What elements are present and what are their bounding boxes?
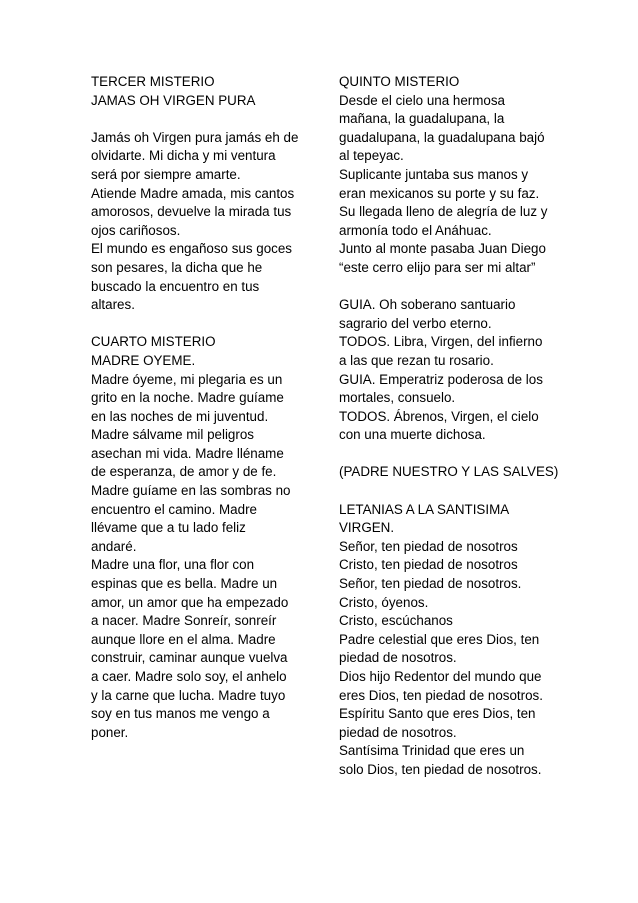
text-line: Madre una flor, una flor con — [91, 557, 255, 573]
blank-line — [339, 278, 554, 297]
text-line: Padre celestial que eres Dios, ten — [339, 631, 540, 647]
text-line: ojos cariñosos. — [91, 222, 181, 238]
text-line: amorosos, devuelve la mirada tus — [91, 204, 292, 220]
text-line: a las que rezan tu rosario. — [339, 352, 494, 368]
text-line: mañana, la guadalupana, la — [339, 111, 505, 127]
text-line: llévame que a tu lado feliz — [91, 520, 246, 536]
blank-line — [91, 110, 316, 129]
section-heading: TERCER MISTERIO — [91, 74, 215, 89]
text-line: Cristo, óyenos. — [339, 594, 429, 610]
text-line: Cristo, escúchanos — [339, 613, 453, 629]
text-line: Santísima Trinidad que eres un — [339, 743, 525, 759]
text-line: Jamás oh Virgen pura jamás eh de — [91, 129, 299, 145]
section-heading: MADRE OYEME. — [91, 352, 196, 368]
text-line: eran mexicanos su porte y su faz. — [339, 185, 540, 201]
text-line: Señor, ten piedad de nosotros. — [339, 576, 522, 592]
section-heading: LETANIAS A LA SANTISIMA — [339, 501, 510, 517]
text-line: construir, caminar aunque vuelva — [91, 650, 288, 666]
text-line: será por siempre amarte. — [91, 166, 241, 182]
section-heading: CUARTO MISTERIO — [91, 334, 216, 350]
text-line: Desde el cielo una hermosa — [339, 92, 505, 108]
left-column — [91, 73, 316, 742]
text-line: Dios hijo Redentor del mundo que — [339, 669, 542, 684]
text-line: Atiende Madre amada, mis cantos — [91, 185, 295, 201]
text-line: Madre óyeme, mi plegaria es un — [91, 371, 283, 387]
text-line: eres Dios, ten piedad de nosotros. — [339, 687, 543, 703]
section-heading: QUINTO MISTERIO — [339, 74, 460, 89]
text-line: y la carne que lucha. Madre tuyo — [91, 687, 286, 703]
text-line: espinas que es bella. Madre un — [91, 576, 278, 592]
text-line: son pesares, la dicha que he — [91, 259, 263, 275]
right-column — [339, 73, 559, 780]
text-line: asechan mi vida. Madre lléname — [91, 445, 284, 461]
blank-line — [339, 482, 554, 501]
text-line: a caer. Madre solo soy, el anhelo — [91, 669, 287, 684]
text-line: Suplicante juntaba sus manos y — [339, 166, 529, 182]
section-heading: JAMAS OH VIRGEN PURA — [91, 92, 256, 108]
text-line: (PADRE NUESTRO Y LAS SALVES) — [339, 464, 559, 480]
text-line: aunque llore en el alma. Madre — [91, 631, 276, 647]
section-heading: VIRGEN. — [339, 520, 395, 536]
text-line: Madre guíame en las sombras no — [91, 483, 291, 499]
text-line: armonía todo el Anáhuac. — [339, 222, 492, 238]
text-line: El mundo es engañoso sus goces — [91, 241, 292, 257]
text-line: encuentro el camino. Madre — [91, 501, 257, 517]
blank-line — [339, 445, 554, 464]
text-line: en las noches de mi juventud. — [91, 408, 269, 424]
text-line: Su llegada lleno de alegría de luz y — [339, 204, 548, 220]
text-line: Junto al monte pasaba Juan Diego — [339, 241, 546, 257]
text-line: altares. — [91, 297, 135, 313]
blank-line — [91, 315, 316, 334]
text-line: de esperanza, de amor y de fe. — [91, 464, 277, 480]
text-line: “este cerro elijo para ser mi altar” — [339, 259, 536, 275]
text-line: mortales, consuelo. — [339, 390, 456, 406]
text-line: GUIA. Oh soberano santuario — [339, 297, 516, 313]
text-line: GUIA. Emperatriz poderosa de los — [339, 371, 543, 387]
text-line: con una muerte dichosa. — [339, 427, 486, 443]
text-line: amor, un amor que ha empezado — [91, 594, 289, 610]
text-line: TODOS. Libra, Virgen, del infierno — [339, 334, 543, 350]
text-line: piedad de nosotros. — [339, 724, 457, 740]
text-line: solo Dios, ten piedad de nosotros. — [339, 761, 542, 777]
text-line: soy en tus manos me vengo a — [91, 706, 270, 722]
text-line: grito en la noche. Madre guíame — [91, 390, 284, 406]
text-line: TODOS. Ábrenos, Virgen, el cielo — [339, 408, 539, 424]
text-line: buscado la encuentro en tus — [91, 278, 260, 294]
text-line: guadalupana, la guadalupana bajó — [339, 129, 545, 145]
text-line: Espíritu Santo que eres Dios, ten — [339, 706, 536, 722]
text-line: andaré. — [91, 538, 137, 554]
text-line: al tepeyac. — [339, 148, 404, 164]
text-line: a nacer. Madre Sonreír, sonreír — [91, 613, 277, 629]
text-line: Madre sálvame mil peligros — [91, 427, 254, 443]
text-line: olvidarte. Mi dicha y mi ventura — [91, 148, 276, 164]
text-line: Señor, ten piedad de nosotros — [339, 538, 518, 554]
text-line: Cristo, ten piedad de nosotros — [339, 557, 518, 573]
text-line: sagrario del verbo eterno. — [339, 315, 492, 331]
text-line: piedad de nosotros. — [339, 650, 457, 666]
text-line: poner. — [91, 724, 129, 740]
